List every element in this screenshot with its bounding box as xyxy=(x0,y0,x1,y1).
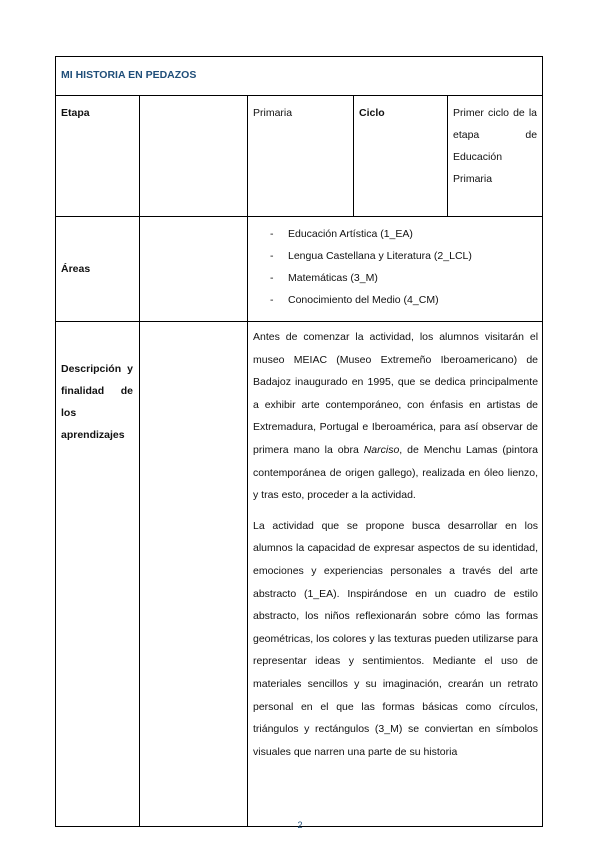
area-item: - Matemáticas (3_M) xyxy=(270,267,542,289)
descripcion-paragraph-2: La actividad que se propone busca desarrollar en los alumnos la capacidad de expresar aspectos de su identidad, emociones y experiencias personales a través del arte abstracto (1_EA). Inspirándose en un cuadro de estilo abstracto, los niños reflexionarán sobre cómo las formas geométricas, los colores y las texturas pueden utilizarse para representar ideas y sentimientos. Mediante el uso de materiales sencillos y su imaginación, crearán un retrato personal en el que las formas básicas como círculos, triángulos y rectángulos (3_M) se conviertan en símbolos visuales que narren una parte de su historia xyxy=(253,519,539,758)
artwork-title: Narciso xyxy=(363,443,400,456)
title-cell xyxy=(56,57,543,96)
descripcion-cell xyxy=(248,322,543,827)
ciclo-value: Primer ciclo de la etapa de Educación Primaria xyxy=(448,96,543,217)
p1-after: , de Menchu Lamas (pintora contemporánea de origen gallego), realizada en óleo lienzo, y tras esto, proceder a la actividad. xyxy=(253,443,539,502)
etapa-empty-cell xyxy=(140,96,248,217)
descripcion-empty-cell xyxy=(140,322,248,827)
descripcion-label: Descripción y finalidad de los aprendizajes xyxy=(56,322,140,827)
areas-cell xyxy=(248,217,543,322)
p1-before: Antes de comenzar la actividad, los alumnos visitarán el museo MEIAC (Museo Extremeño Iberoamericano) de Badajoz inaugurado en 1995, que se dedica principalmente a exhibir arte contemporáneo, con énfasis en artistas de Extremadura, Portugal e Iberoamérica, para así observar de primera mano la obra xyxy=(253,331,539,456)
ciclo-label: Ciclo xyxy=(354,96,448,217)
descripcion-paragraph-1 xyxy=(253,326,538,507)
document-title: MI HISTORIA EN PEDAZOS xyxy=(61,69,197,81)
areas-list xyxy=(248,217,542,311)
etapa-label: Etapa xyxy=(56,96,140,217)
areas-label: Áreas xyxy=(56,217,140,322)
area-item: - Educación Artística (1_EA) xyxy=(270,223,542,245)
area-item: - Conocimiento del Medio (4_CM) xyxy=(270,289,542,311)
activity-table xyxy=(55,56,543,827)
page-number: 2 xyxy=(297,820,303,830)
area-item: - Lengua Castellana y Literatura (2_LCL) xyxy=(270,245,542,267)
etapa-value: Primaria xyxy=(248,96,354,217)
areas-empty-cell xyxy=(140,217,248,322)
